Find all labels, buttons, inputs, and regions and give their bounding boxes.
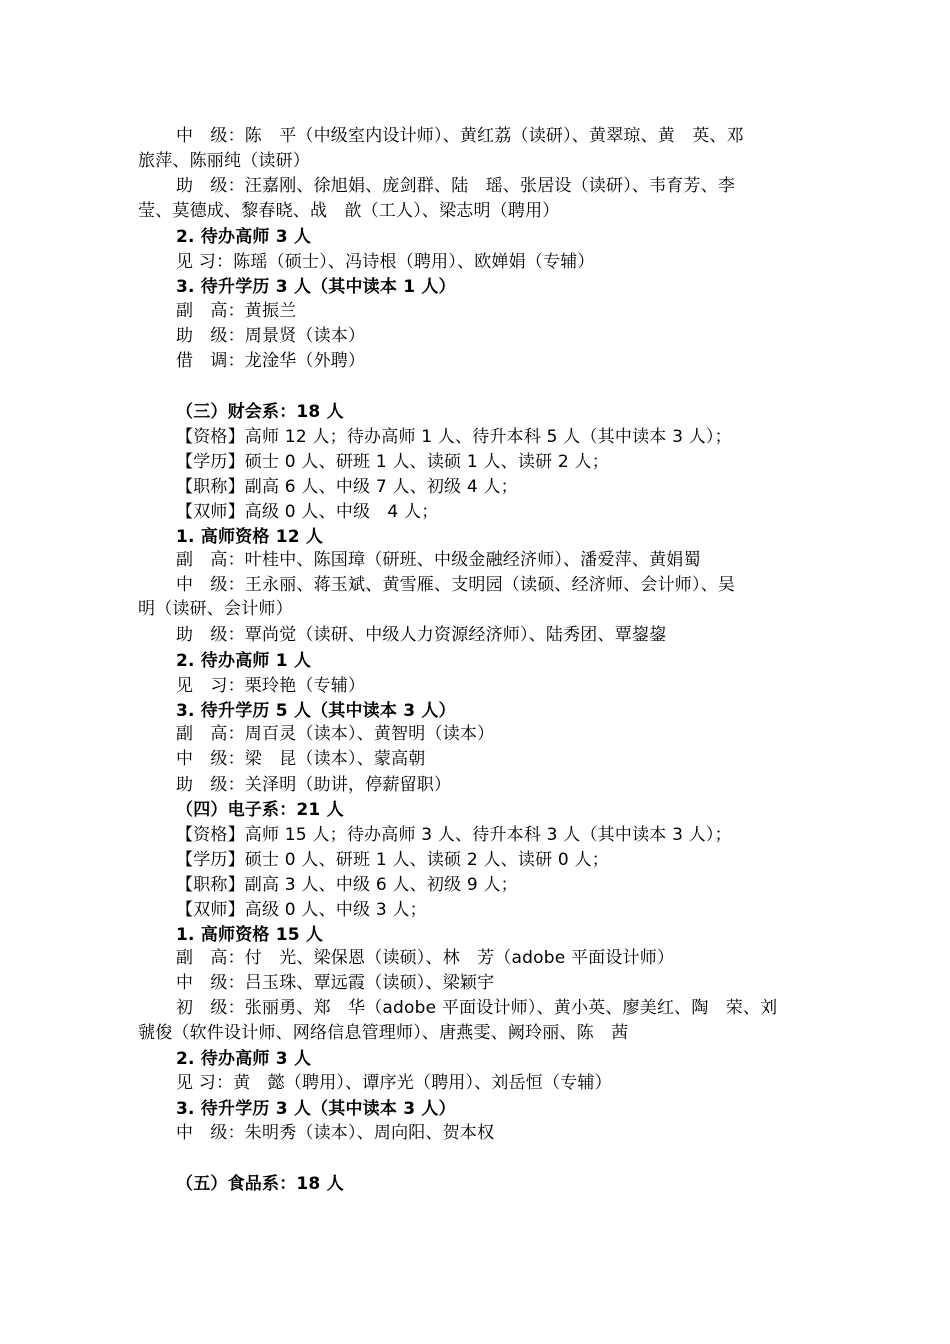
text-line: 【职称】副高 6 人、中级 7 人、初级 4 人；: [176, 477, 518, 497]
text-line: 【学历】硕士 0 人、研班 1 人、读硕 2 人、读研 0 人；: [176, 850, 609, 870]
text-line: 莹、莫德成、黎春晓、战 歆（工人）、梁志明（聘用）: [138, 201, 560, 221]
text-line: 虢俊（软件设计师、网络信息管理师）、唐燕雯、阙玲丽、陈 茜: [138, 1023, 629, 1043]
text-line: 见 习：栗玲艳（专辅）: [176, 676, 366, 696]
text-line: 副 高：叶桂中、陈国璋（研班、中级金融经济师）、潘爱萍、黄娟蜀: [176, 550, 701, 570]
text-line: 旅萍、陈丽纯（读研）: [138, 151, 310, 171]
text-line: 【资格】高师 15 人；待办高师 3 人、待升本科 3 人（其中读本 3 人）；: [176, 825, 732, 845]
text-line: 助 级：关泽明（助讲，停薪留职）: [176, 775, 452, 795]
text-line: 中 级：陈 平（中级室内设计师）、黄红荔（读研）、黄翠琼、黄 英、邓: [176, 126, 744, 146]
section-heading: （三）财会系：18 人: [176, 402, 344, 422]
subsection-heading: 2. 待办高师 3 人: [176, 1049, 312, 1069]
text-line: 初 级：张丽勇、郑 华（adobe 平面设计师）、黄小英、廖美红、陶 荣、刘: [176, 998, 778, 1018]
text-line: 【学历】硕士 0 人、研班 1 人、读硕 1 人、读研 2 人；: [176, 452, 609, 472]
subsection-heading: 3. 待升学历 5 人（其中读本 3 人）: [176, 701, 456, 721]
text-line: 助 级：汪嘉刚、徐旭娟、庞剑群、陆 瑶、张居设（读研）、韦育芳、李: [176, 176, 736, 196]
section-heading: （四）电子系：21 人: [176, 800, 344, 820]
subsection-heading: 2. 待办高师 1 人: [176, 651, 312, 671]
text-line: 助 级：覃尚觉（读研、中级人力资源经济师）、陆秀团、覃鋆鋆: [176, 625, 667, 645]
text-line: 见 习：陈瑶（硕士）、冯诗根（聘用）、欧婵娟（专辅）: [176, 252, 595, 272]
subsection-heading: 1. 高师资格 12 人: [176, 527, 324, 547]
subsection-heading: 1. 高师资格 15 人: [176, 925, 324, 945]
text-line: 【资格】高师 12 人；待办高师 1 人、待升本科 5 人（其中读本 3 人）；: [176, 427, 732, 447]
text-line: 副 高：周百灵（读本）、黄智明（读本）: [176, 724, 495, 744]
text-line: 借 调：龙淦华（外聘）: [176, 351, 366, 371]
text-line: 中 级：吕玉珠、覃远霞（读硕）、梁颖宇: [176, 973, 495, 993]
subsection-heading: 3. 待升学历 3 人（其中读本 3 人）: [176, 1099, 456, 1119]
subsection-heading: 3. 待升学历 3 人（其中读本 1 人）: [176, 277, 456, 297]
text-line: 【双师】高级 0 人、中级 4 人；: [176, 502, 439, 522]
text-line: 副 高：黄振兰: [176, 301, 297, 321]
subsection-heading: 2. 待办高师 3 人: [176, 227, 312, 247]
text-line: 中 级：王永丽、蒋玉斌、黄雪雁、支明园（读硕、经济师、会计师）、吴: [176, 575, 736, 595]
text-line: 中 级：朱明秀（读本）、周向阳、贺本权: [176, 1123, 495, 1143]
text-line: 【双师】高级 0 人、中级 3 人；: [176, 900, 427, 920]
text-line: 助 级：周景贤（读本）: [176, 326, 366, 346]
text-line: 中 级：梁 昆（读本）、蒙高朝: [176, 749, 426, 769]
section-heading: （五）食品系：18 人: [176, 1174, 344, 1194]
text-line: 【职称】副高 3 人、中级 6 人、初级 9 人；: [176, 875, 518, 895]
text-line: 明（读研、会计师）: [138, 599, 293, 619]
text-line: 见 习：黄 懿（聘用）、谭序光（聘用）、刘岳恒（专辅）: [176, 1073, 612, 1093]
text-line: 副 高：付 光、梁保恩（读硕）、林 芳（adobe 平面设计师）: [176, 948, 675, 968]
